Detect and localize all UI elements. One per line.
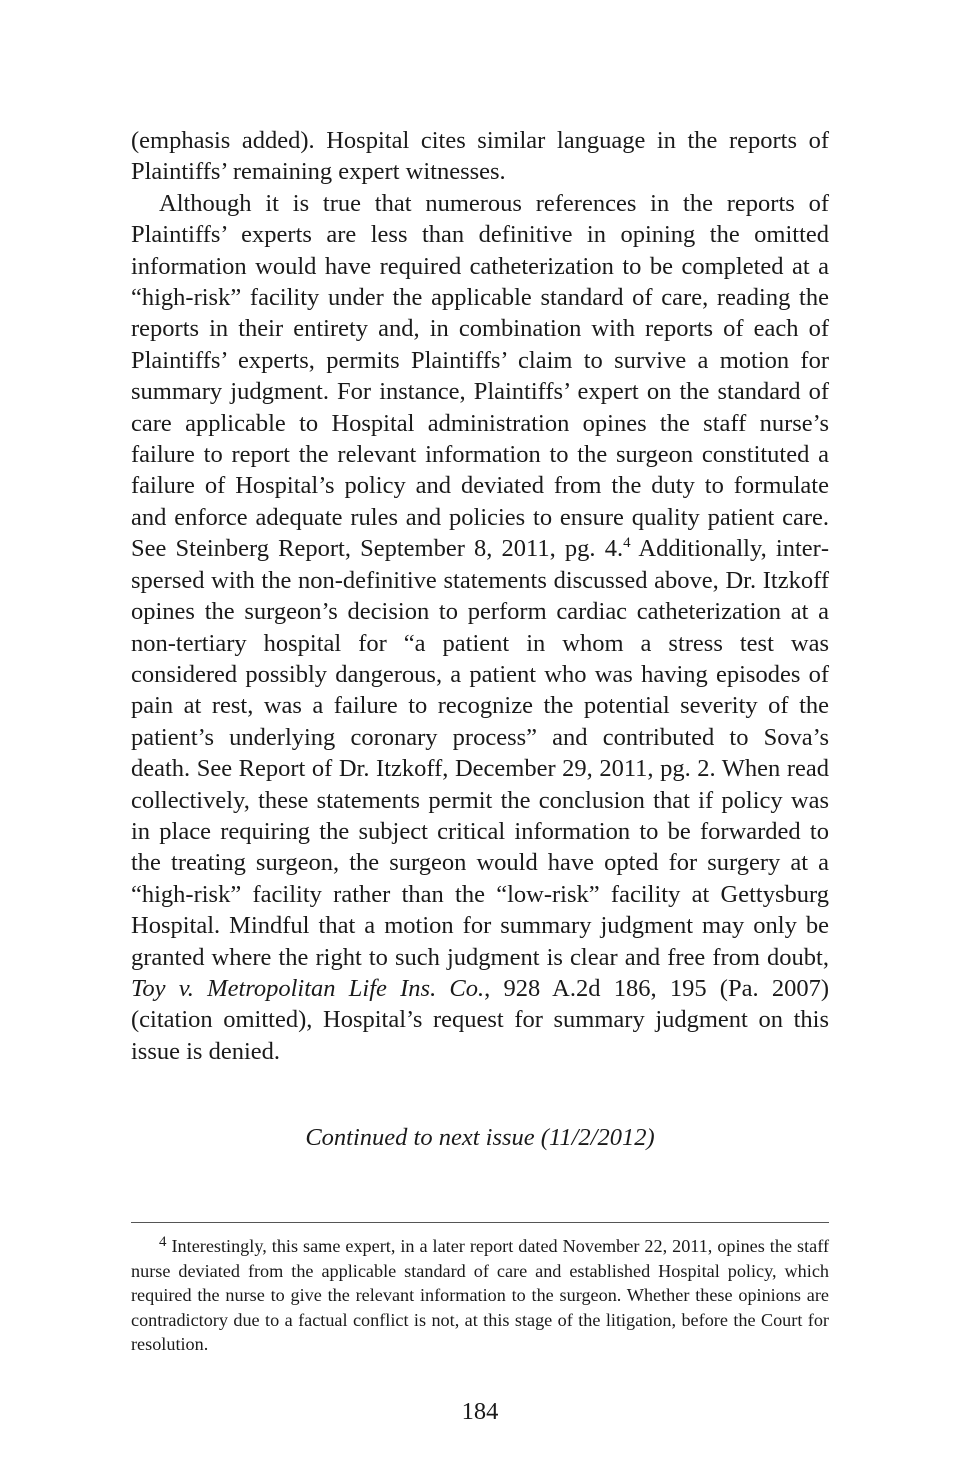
page-number: 184 xyxy=(461,1398,499,1425)
footnote-divider xyxy=(131,1222,829,1223)
paragraph-analysis xyxy=(131,188,829,1067)
continued-note: Continued to next issue (11/2/2012) xyxy=(305,1124,655,1151)
footnote-number: 4 xyxy=(159,1234,167,1250)
footnote-reference-4: 4 xyxy=(623,535,631,552)
footnote-4 xyxy=(131,1234,829,1357)
paragraph-analysis-part-2: Additionally, interspersed with the non-definitive statements discussed above, Dr. Itzkoff opines the surgeon’s decision to perform cardiac catheterization at a non-tertiary hospital for “a patient in whom a stress test was considered possibly dangerous, a patient who was having episodes of pain at rest, was a failure to recognize the potential severity of the patient’s underlying coronary process” and contributed to Sova’s death. See Report of Dr. Itzkoff, December 29, 2011, pg. 2. When read collectively, these statements permit the conclusion that if policy was in place requiring the subject critical information to be forwarded to the treating surgeon, the surgeon would have opted for surgery at a “high-risk” facility rather than the “low-risk” facility at Gettysburg Hospital. Mindful that a motion for summary judgment may only be granted where the right to such judgment is clear and free from doubt, xyxy=(131,535,829,971)
paragraph-analysis-part-3: , 928 A.2d 186, 195 (Pa. 2007) (citation omitted), Hospital’s request for summary judgment on this issue is denied. xyxy=(131,974,829,1065)
paragraph-analysis-part-1: Although it is true that numerous references in the reports of Plaintiffs’ experts are less than definitive in opining the omitted information would have required catheterization to be completed at a “high-risk” facility under the applicable standard of care, reading the reports in their entirety and, in combination with reports of each of Plaintiffs’ experts, permits Plaintiffs’ claim to survive a motion for summary judgment. For instance, Plaintiffs’ expert on the standard of care applicable to Hospital administration opines the staff nurse’s failure to report the relevant information to the surgeon constituted a failure of Hospital’s policy and deviated from the duty to formulate and enforce adequate rules and policies to ensure quality patient care. See Steinberg Report, September 8, 2011, pg. 4. xyxy=(131,189,829,563)
case-citation-name: Toy v. Metropolitan Life Ins. Co. xyxy=(131,974,485,1002)
paragraph-emphasis-added: (emphasis added). Hospital cites similar language in the reports of Plaintiffs’ remaining expert witnesses. xyxy=(131,127,829,186)
footnote-text: Interestingly, this same expert, in a later report dated November 22, 2011, opines the staff nurse deviated from the applicable standard of care and established Hospital policy, which required the nurse to give the relevant information to the surgeon. Whether these opinions are contradictory due to a factual conflict is not, at this stage of the litigation, before the Court for resolution. xyxy=(131,1236,829,1355)
main-text xyxy=(131,125,829,1067)
